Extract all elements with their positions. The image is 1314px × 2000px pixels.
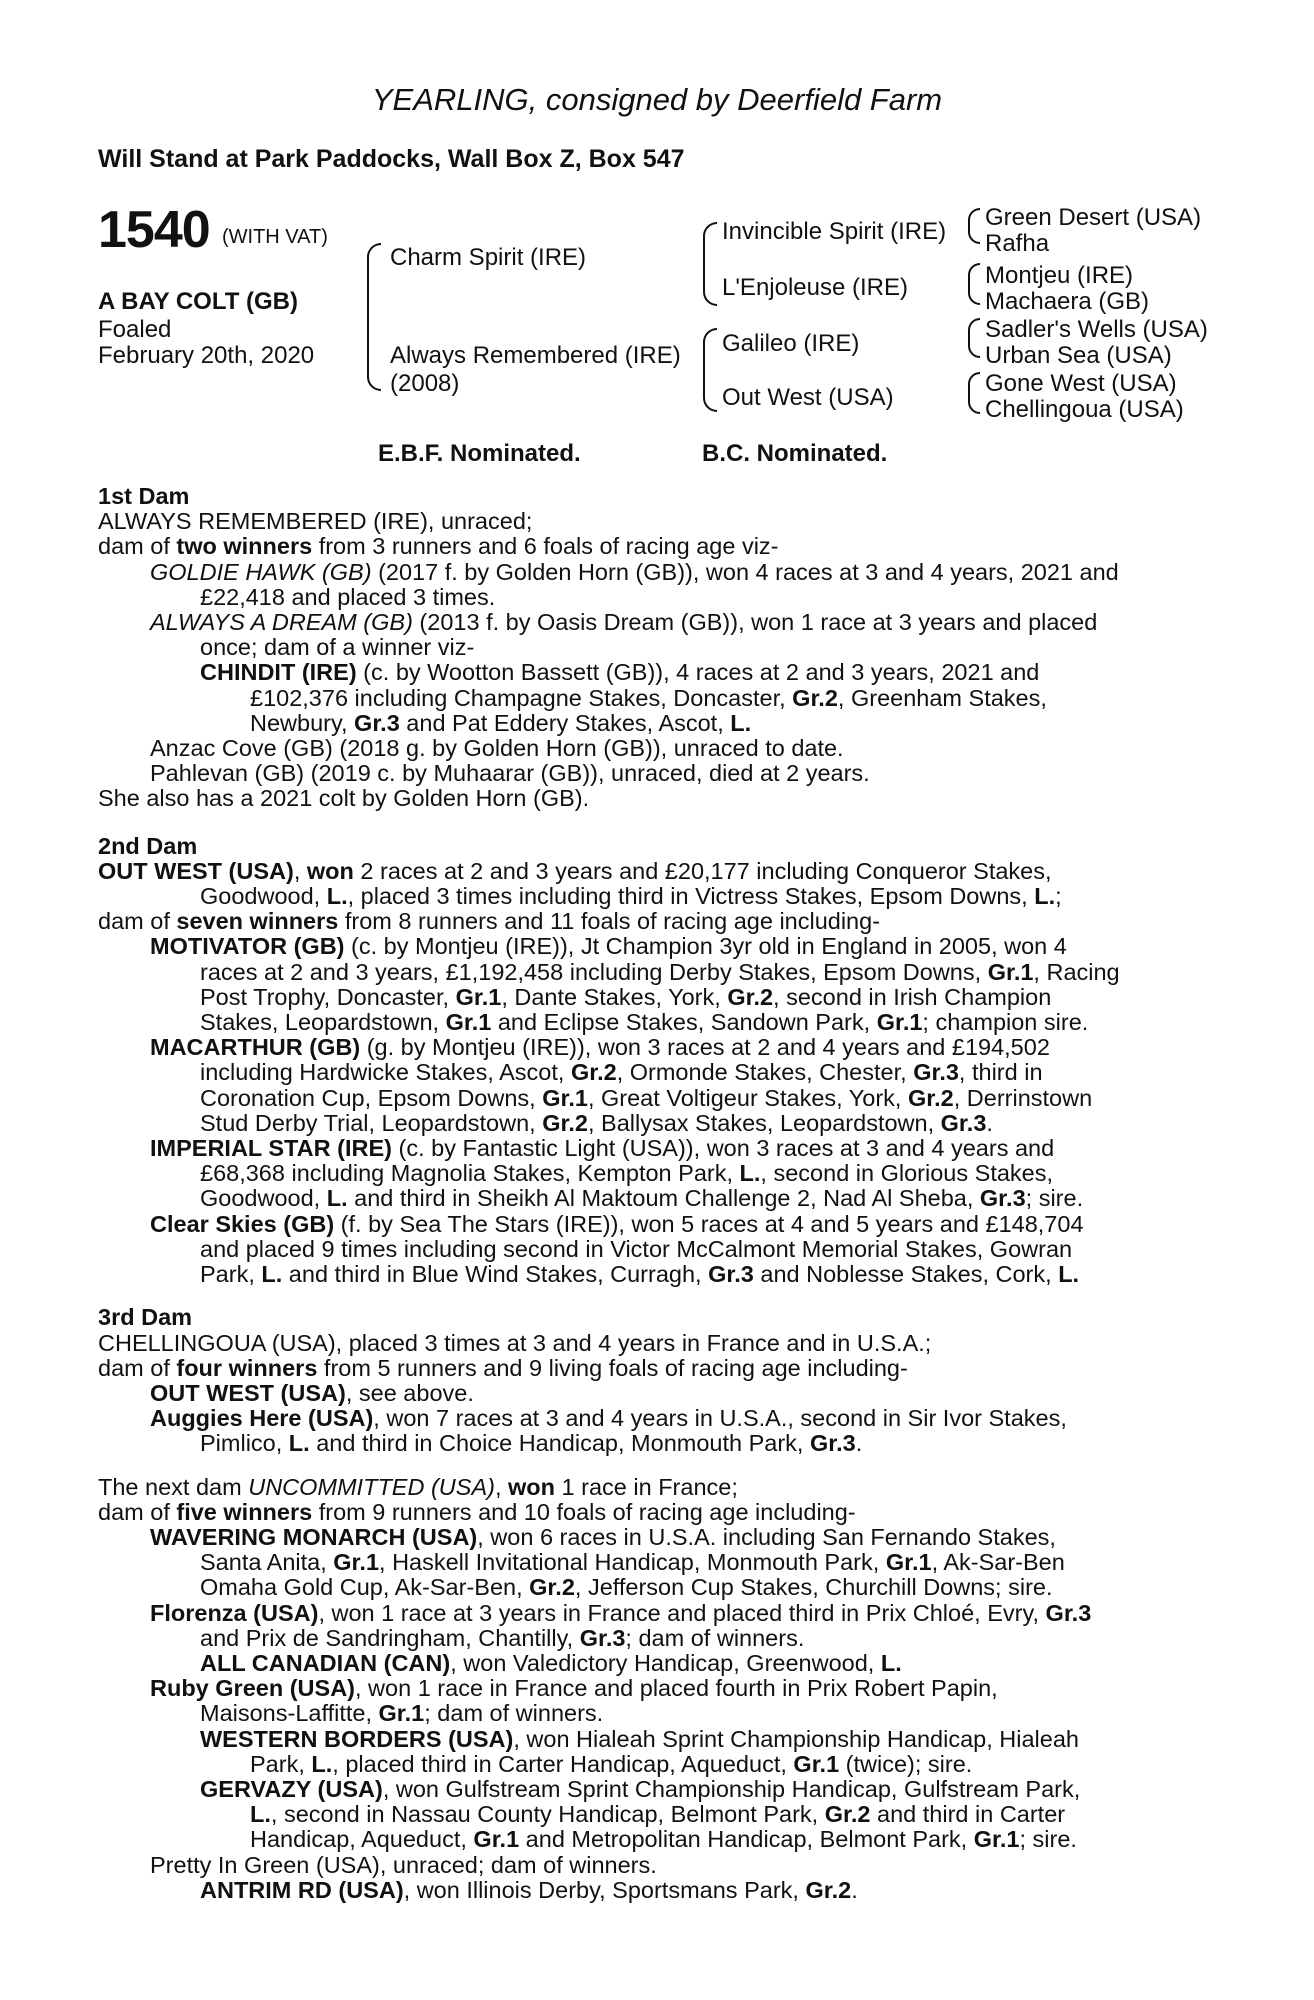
third-dam-heading: 3rd Dam xyxy=(98,1304,193,1331)
lot-number: 1540 xyxy=(98,201,210,259)
text-line: ALWAYS A DREAM (GB) (2013 f. by Oasis Dream (GB)), won 1 race at 3 years and placed xyxy=(150,609,1098,636)
text-line: Park, L., placed third in Carter Handicap, Aqueduct, Gr.1 (twice); sire. xyxy=(250,1750,973,1777)
text-line: including Hardwicke Stakes, Ascot, Gr.2, Ormonde Stakes, Chester, Gr.3, third in xyxy=(200,1059,1043,1086)
text-line: WESTERN BORDERS (USA), won Hialeah Sprint Championship Handicap, Hialeah xyxy=(200,1725,1079,1752)
text-line: and Prix de Sandringham, Chantilly, Gr.3; dam of winners. xyxy=(200,1624,805,1651)
lot-description: A BAY COLT (GB) xyxy=(98,288,299,315)
text-line: She also has a 2021 colt by Golden Horn (GB). xyxy=(98,785,590,812)
text-line: The next dam UNCOMMITTED (USA), won 1 race in France; xyxy=(98,1473,738,1500)
text-line: Florenza (USA), won 1 race at 3 years in France and placed third in Prix Chloé, Evry, Gr.3 xyxy=(150,1599,1092,1626)
text-line: MOTIVATOR (GB) (c. by Montjeu (IRE)), Jt Champion 3yr old in England in 2005, won 4 xyxy=(150,933,1067,960)
text-line: Ruby Green (USA), won 1 race in France and placed fourth in Prix Robert Papin, xyxy=(150,1675,998,1702)
text-line: CHINDIT (IRE) (c. by Wootton Bassett (GB)), 4 races at 2 and 3 years, 2021 and xyxy=(200,659,1040,686)
text-line: £22,418 and placed 3 times. xyxy=(200,583,496,610)
text-line: Park, L. and third in Blue Wind Stakes, Curragh, Gr.3 and Noblesse Stakes, Cork, L. xyxy=(200,1261,1080,1288)
ggp-1: Green Desert (USA) xyxy=(985,204,1202,231)
pedigree-brace-sire xyxy=(703,222,717,306)
pedigree-brace-g4 xyxy=(968,372,980,414)
text-line: dam of four winners from 5 runners and 9 living foals of racing age including- xyxy=(98,1354,908,1381)
text-line: ANTRIM RD (USA), won Illinois Derby, Sportsmans Park, Gr.2. xyxy=(200,1876,858,1903)
text-line: Newbury, Gr.3 and Pat Eddery Stakes, Ascot, L. xyxy=(250,709,752,736)
text-line: and placed 9 times including second in Victor McCalmont Memorial Stakes, Gowran xyxy=(200,1235,1073,1262)
sire-dam-name: L'Enjoleuse (IRE) xyxy=(722,274,908,301)
ggp-2: Rafha xyxy=(985,230,1050,257)
stand-location: Will Stand at Park Paddocks, Wall Box Z, Box 547 xyxy=(98,145,685,173)
text-line: Stud Derby Trial, Leopardstown, Gr.2, Ballysax Stakes, Leopardstown, Gr.3. xyxy=(200,1109,993,1136)
text-line: MACARTHUR (GB) (g. by Montjeu (IRE)), won 3 races at 2 and 4 years and £194,502 xyxy=(150,1034,1050,1061)
ggp-5: Sadler's Wells (USA) xyxy=(985,316,1208,343)
text-line: Auggies Here (USA), won 7 races at 3 and 4 years in U.S.A., second in Sir Ivor Stakes, xyxy=(150,1405,1067,1432)
spacer xyxy=(98,1457,1204,1475)
dam-dam-name: Out West (USA) xyxy=(722,384,894,411)
ggp-3: Montjeu (IRE) xyxy=(985,262,1134,289)
spacer xyxy=(98,812,1204,834)
ggp-7: Gone West (USA) xyxy=(985,370,1177,397)
text-line: Stakes, Leopardstown, Gr.1 and Eclipse Stakes, Sandown Park, Gr.1; champion sire. xyxy=(200,1009,1089,1036)
dam-sire-name: Galileo (IRE) xyxy=(722,330,860,357)
text-line: dam of five winners from 9 runners and 10 foals of racing age including- xyxy=(98,1498,856,1525)
text-line: Pretty In Green (USA), unraced; dam of winners. xyxy=(150,1851,657,1878)
text-line: Pahlevan (GB) (2019 c. by Muhaarar (GB)), unraced, died at 2 years. xyxy=(150,760,870,787)
text-line: IMPERIAL STAR (IRE) (c. by Fantastic Light (USA)), won 3 races at 3 and 4 years and xyxy=(150,1135,1055,1162)
text-line: Omaha Gold Cup, Ak-Sar-Ben, Gr.2, Jefferson Cup Stakes, Churchill Downs; sire. xyxy=(200,1574,1053,1601)
text-line: Post Trophy, Doncaster, Gr.1, Dante Stakes, York, Gr.2, second in Irish Champion xyxy=(200,983,1052,1010)
text-line: Pimlico, L. and third in Choice Handicap, Monmouth Park, Gr.3. xyxy=(200,1430,863,1457)
foaled-label: Foaled xyxy=(98,316,172,343)
ggp-6: Urban Sea (USA) xyxy=(985,342,1172,369)
dam-year: (2008) xyxy=(390,370,460,397)
text-line: ALL CANADIAN (CAN), won Valedictory Handicap, Greenwood, L. xyxy=(200,1649,902,1676)
text-line: Coronation Cup, Epsom Downs, Gr.1, Great Voltigeur Stakes, York, Gr.2, Derrinstown xyxy=(200,1084,1093,1111)
ebf-nomination: E.B.F. Nominated. xyxy=(378,440,581,467)
bc-nomination: B.C. Nominated. xyxy=(702,440,888,467)
text-line: Santa Anita, Gr.1, Haskell Invitational Handicap, Monmouth Park, Gr.1, Ak-Sar-Ben xyxy=(200,1549,1065,1576)
text-line: races at 2 and 3 years, £1,192,458 including Derby Stakes, Epsom Downs, Gr.1, Racing xyxy=(200,958,1120,985)
text-line: ALWAYS REMEMBERED (IRE), unraced; xyxy=(98,508,533,535)
text-line: Goodwood, L., placed 3 times including third in Victress Stakes, Epsom Downs, L.; xyxy=(200,883,1062,910)
text-line: OUT WEST (USA), won 2 races at 2 and 3 years and £20,177 including Conqueror Stakes, xyxy=(98,857,1052,884)
consignor-heading: YEARLING, consigned by Deerfield Farm xyxy=(371,82,943,117)
second-dam-heading: 2nd Dam xyxy=(98,832,198,859)
sire-sire-name: Invincible Spirit (IRE) xyxy=(722,218,947,245)
text-line: GERVAZY (USA), won Gulfstream Sprint Championship Handicap, Gulfstream Park, xyxy=(200,1775,1081,1802)
spacer xyxy=(98,1287,1204,1305)
pedigree-brace-main xyxy=(367,243,381,391)
pedigree-brace-g3 xyxy=(968,318,980,358)
text-line: Anzac Cove (GB) (2018 g. by Golden Horn (GB)), unraced to date. xyxy=(150,735,844,762)
text-line: CHELLINGOUA (USA), placed 3 times at 3 and 4 years in France and in U.S.A.; xyxy=(98,1329,932,1356)
text-line: Goodwood, L. and third in Sheikh Al Maktoum Challenge 2, Nad Al Sheba, Gr.3; sire. xyxy=(200,1185,1084,1212)
text-line: Maisons-Laffitte, Gr.1; dam of winners. xyxy=(200,1700,604,1727)
text-line: dam of seven winners from 8 runners and 11 foals of racing age including- xyxy=(98,908,881,935)
first-dam-heading: 1st Dam xyxy=(98,483,190,509)
sire-name: Charm Spirit (IRE) xyxy=(390,244,587,271)
dam-name: Always Remembered (IRE) xyxy=(390,342,681,369)
pedigree-brace-g2 xyxy=(968,263,980,305)
text-line: dam of two winners from 3 runners and 6 foals of racing age viz- xyxy=(98,533,779,560)
text-line: £68,368 including Magnolia Stakes, Kempton Park, L., second in Glorious Stakes, xyxy=(200,1160,1054,1187)
pedigree-brace-dam xyxy=(703,328,717,412)
text-line: OUT WEST (USA), see above. xyxy=(150,1379,474,1406)
text-line: GOLDIE HAWK (GB) (2017 f. by Golden Horn (GB)), won 4 races at 3 and 4 years, 2021 and xyxy=(150,558,1119,585)
pedigree-brace-g1 xyxy=(968,208,980,244)
text-line: L., second in Nassau County Handicap, Belmont Park, Gr.2 and third in Carter xyxy=(250,1801,1066,1828)
vat-note: (WITH VAT) xyxy=(222,226,328,248)
foaled-date: February 20th, 2020 xyxy=(98,342,315,369)
text-line: Clear Skies (GB) (f. by Sea The Stars (IRE)), won 5 races at 4 and 5 years and £148,704 xyxy=(150,1210,1084,1237)
text-line: Handicap, Aqueduct, Gr.1 and Metropolitan Handicap, Belmont Park, Gr.1; sire. xyxy=(250,1826,1077,1853)
text-line: WAVERING MONARCH (USA), won 6 races in U.S.A. including San Fernando Stakes, xyxy=(150,1523,1056,1550)
ggp-8: Chellingoua (USA) xyxy=(985,396,1184,423)
produce-record xyxy=(98,484,1204,1903)
text-line: once; dam of a winner viz- xyxy=(200,634,475,661)
ggp-4: Machaera (GB) xyxy=(985,288,1150,315)
text-line: £102,376 including Champagne Stakes, Doncaster, Gr.2, Greenham Stakes, xyxy=(250,684,1047,711)
